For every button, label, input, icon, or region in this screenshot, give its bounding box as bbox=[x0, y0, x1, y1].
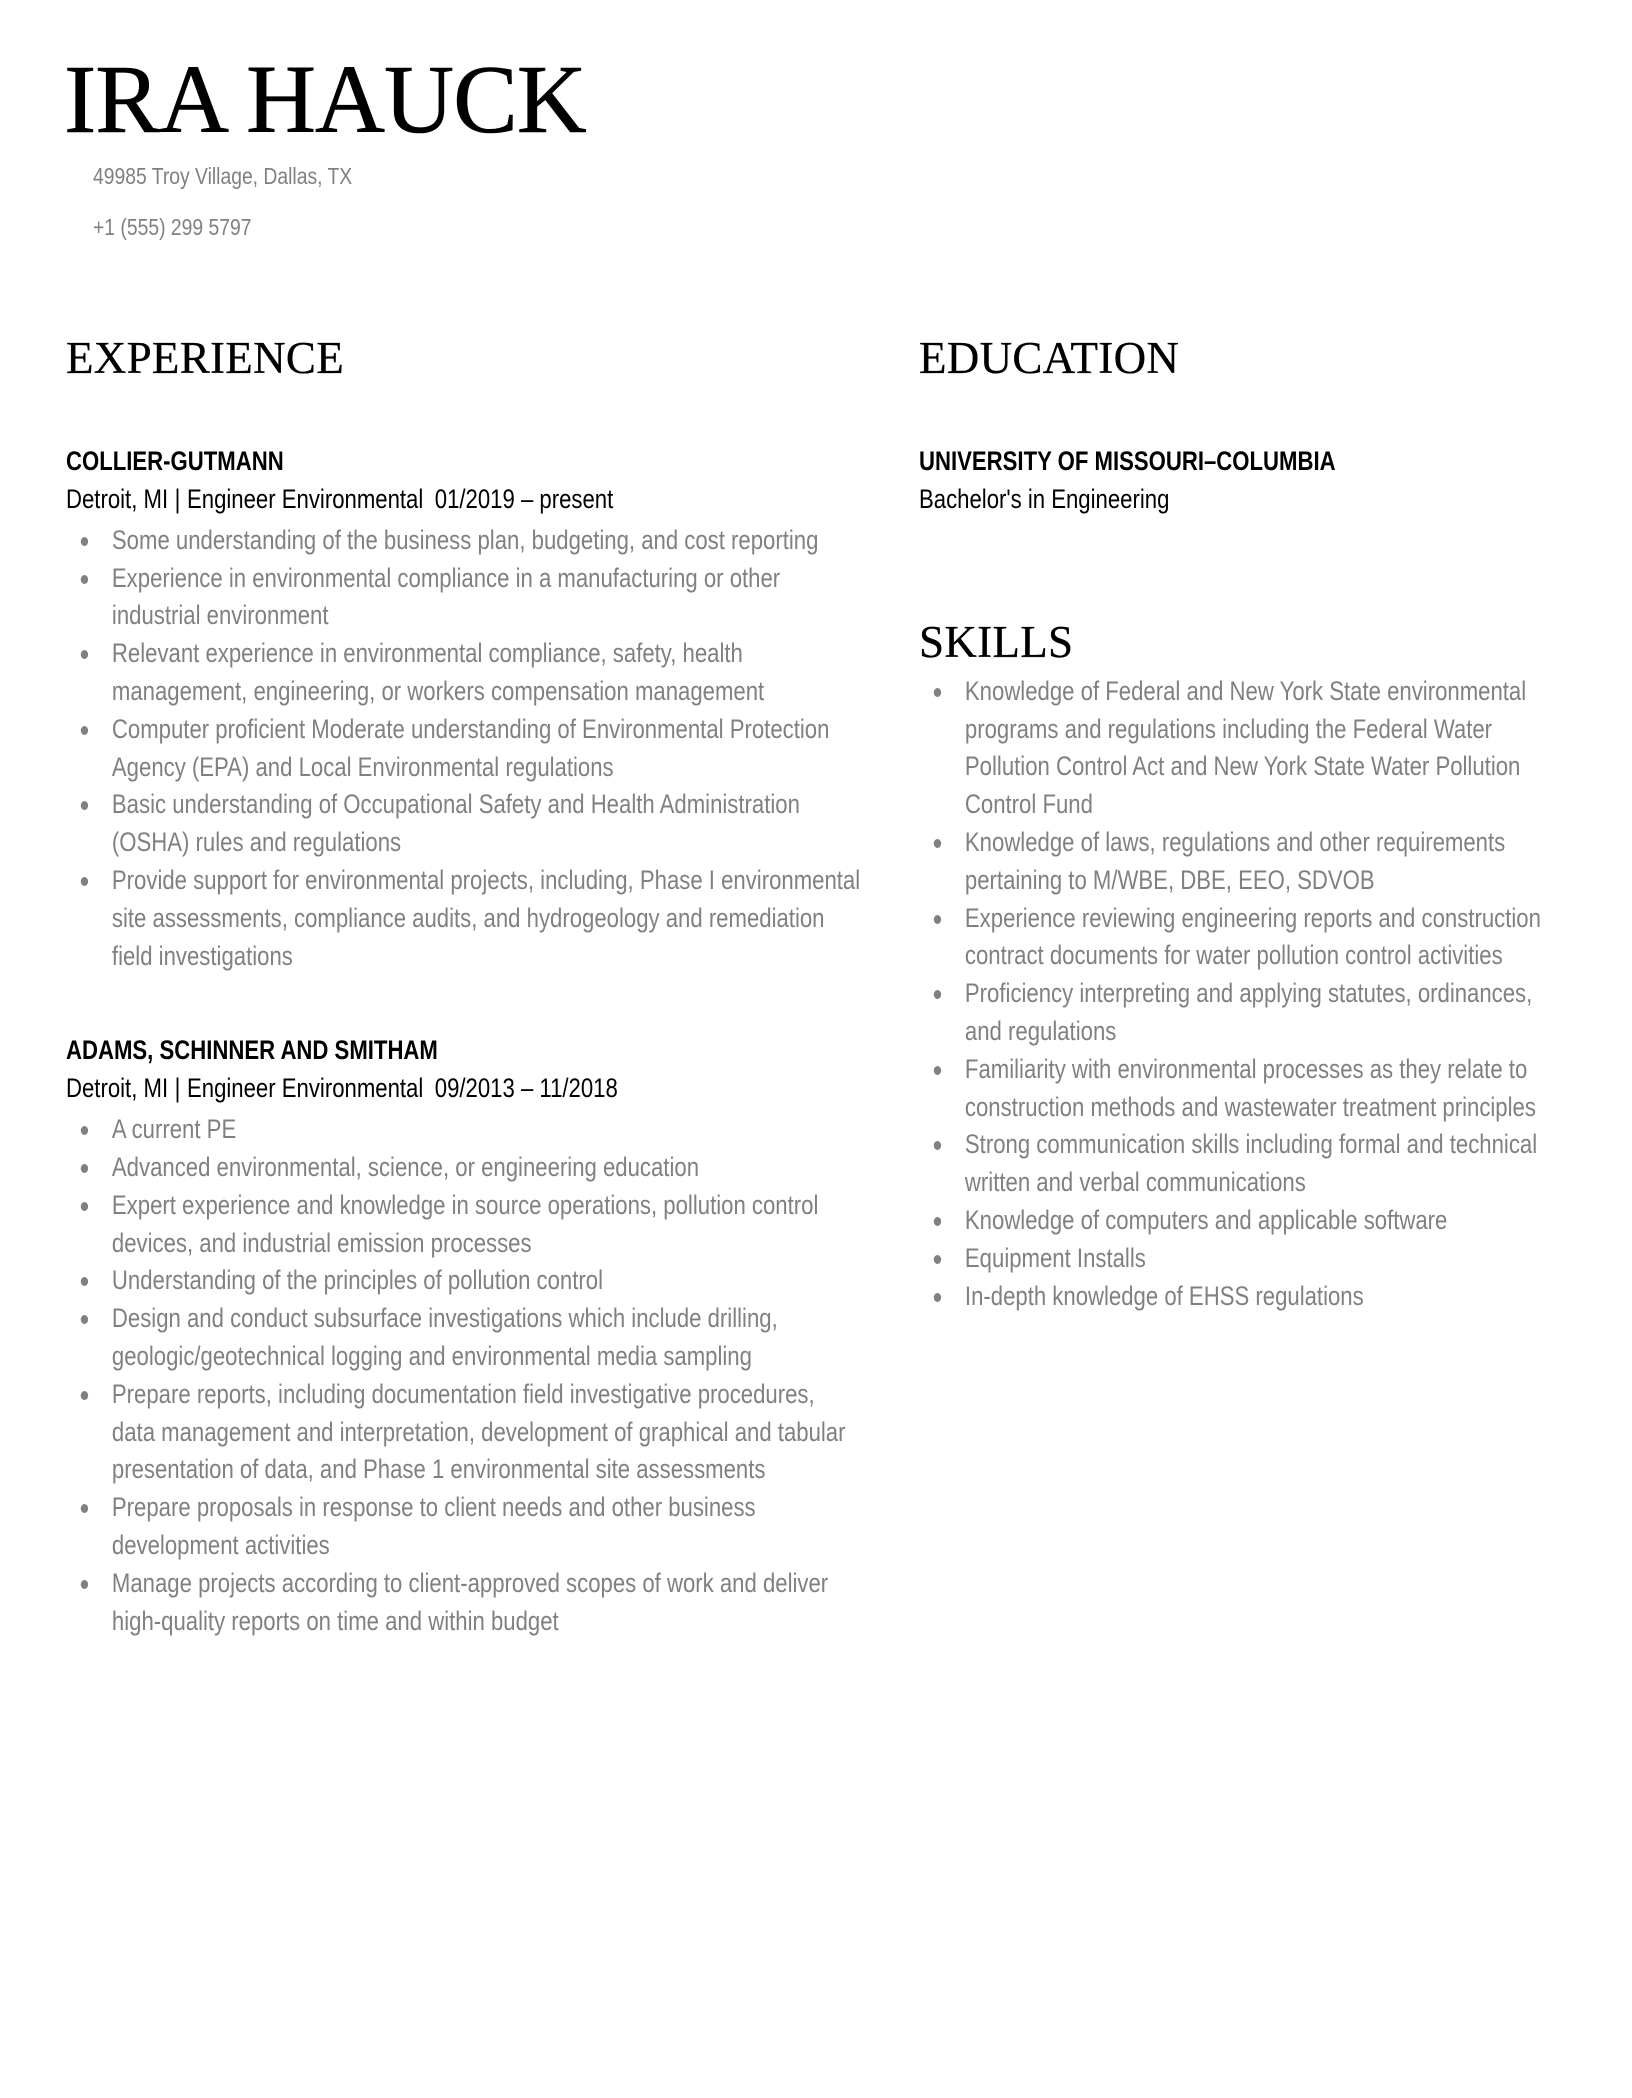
bullet-text: Provide support for environmental projects, including, Phase I environmental site assessments, compliance audits, and hydrogeology and remediation field investigations bbox=[111, 864, 861, 971]
job-separator: | bbox=[174, 484, 181, 514]
education-heading: EDUCATION bbox=[919, 333, 1180, 383]
job-dates: 01/2019 – present bbox=[434, 484, 614, 514]
bullet-icon bbox=[81, 877, 88, 886]
list-item bbox=[112, 635, 861, 711]
bullet-text: A current PE bbox=[111, 1114, 237, 1145]
right-column bbox=[919, 330, 1632, 1315]
bullet-icon bbox=[81, 1164, 88, 1173]
bullet-text: Computer proficient Moderate understanding of Environmental Protection Agency (EPA) and Local Environmental regulations bbox=[111, 713, 830, 782]
job-role: Engineer Environmental bbox=[186, 1073, 424, 1104]
list-item bbox=[965, 1278, 1563, 1316]
list-item bbox=[112, 1489, 861, 1565]
skills-list bbox=[919, 673, 1563, 1316]
bullet-text: Experience in environmental compliance in a manufacturing or other industrial environment bbox=[111, 562, 781, 631]
school-name: UNIVERSITY OF MISSOURI–COLUMBIA bbox=[919, 446, 1336, 476]
list-item bbox=[112, 522, 861, 560]
bullet-icon bbox=[81, 537, 88, 546]
contact-address: 49985 Troy Village, Dallas, TX bbox=[93, 163, 353, 189]
skill-text: Knowledge of laws, regulations and other requirements pertaining to M/WBE, DBE, EEO, SDVOB bbox=[964, 826, 1506, 895]
skills-heading: SKILLS bbox=[919, 616, 1074, 667]
candidate-name: IRA HAUCK bbox=[64, 46, 586, 153]
skill-text: Strong communication skills including formal and technical written and verbal communications bbox=[964, 1129, 1538, 1198]
skill-text: In-depth knowledge of EHSS regulations bbox=[964, 1280, 1364, 1311]
list-item bbox=[112, 1376, 861, 1489]
job-role: Engineer Environmental bbox=[186, 484, 424, 514]
bullet-icon bbox=[81, 726, 88, 735]
bullet-text: Prepare proposals in response to client needs and other business development activities bbox=[111, 1492, 756, 1560]
bullet-icon bbox=[934, 915, 941, 924]
bullet-icon bbox=[81, 650, 88, 659]
list-item bbox=[112, 711, 861, 787]
bullet-icon bbox=[81, 1504, 88, 1513]
bullet-icon bbox=[81, 575, 88, 584]
list-item bbox=[965, 1240, 1563, 1278]
bullet-icon bbox=[81, 1391, 88, 1400]
bullet-text: Expert experience and knowledge in source operations, pollution control devices, and industrial emission processes bbox=[111, 1189, 819, 1258]
bullet-text: Basic understanding of Occupational Safety and Health Administration (OSHA) rules and regulations bbox=[111, 789, 800, 858]
bullet-icon bbox=[81, 801, 88, 810]
experience-heading: EXPERIENCE bbox=[66, 333, 344, 383]
bullet-icon bbox=[81, 1580, 88, 1589]
bullet-icon bbox=[81, 1126, 88, 1135]
list-item bbox=[112, 1300, 861, 1376]
job-entry bbox=[66, 1031, 1036, 1640]
skill-text: Equipment Installs bbox=[964, 1242, 1146, 1273]
skill-text: Experience reviewing engineering reports and construction contract documents for water pollution control activities bbox=[964, 902, 1541, 971]
skill-text: Knowledge of Federal and New York State environmental programs and regulations including the Federal Water Pollution Control Act and New York State Water Pollution Control Fund bbox=[964, 675, 1527, 820]
experience-section bbox=[66, 330, 1036, 1640]
list-item bbox=[112, 1149, 861, 1187]
bullet-icon bbox=[934, 1217, 941, 1226]
bullet-icon bbox=[934, 688, 941, 697]
skill-text: Knowledge of computers and applicable software bbox=[964, 1204, 1448, 1235]
job-company: ADAMS, SCHINNER AND SMITHAM bbox=[66, 1035, 438, 1066]
list-item bbox=[112, 1111, 861, 1149]
job-location: Detroit, MI bbox=[66, 1073, 169, 1104]
job-meta bbox=[66, 1070, 861, 1108]
list-item bbox=[112, 862, 861, 975]
list-item bbox=[965, 1202, 1563, 1240]
bullet-text: Some understanding of the business plan, budgeting, and cost reporting bbox=[111, 524, 819, 555]
list-item bbox=[112, 1187, 861, 1263]
list-item bbox=[112, 1565, 861, 1641]
job-location: Detroit, MI bbox=[66, 484, 169, 514]
skill-text: Proficiency interpreting and applying statutes, ordinances, and regulations bbox=[964, 978, 1533, 1046]
job-bullets bbox=[66, 1111, 861, 1640]
job-dates: 09/2013 – 11/2018 bbox=[434, 1073, 618, 1104]
bullet-icon bbox=[81, 1202, 88, 1211]
degree: Bachelor's in Engineering bbox=[919, 484, 1170, 514]
bullet-text: Design and conduct subsurface investigations which include drilling, geologic/geotechnical logging and environmental media sampling bbox=[111, 1303, 778, 1371]
bullet-text: Understanding of the principles of pollution control bbox=[111, 1265, 603, 1296]
list-item bbox=[112, 560, 861, 636]
bullet-text: Manage projects according to client-approved scopes of work and deliver high-quality reports on time and within budget bbox=[111, 1567, 829, 1636]
bullet-icon bbox=[934, 1293, 941, 1302]
list-item bbox=[112, 1262, 861, 1300]
list-item bbox=[112, 786, 861, 862]
bullet-icon bbox=[934, 1141, 941, 1150]
bullet-icon bbox=[934, 1066, 941, 1075]
contact-phone: +1 (555) 299 5797 bbox=[93, 214, 252, 240]
skill-text: Familiarity with environmental processes as they relate to construction methods and wastewater treatment principles bbox=[964, 1053, 1536, 1122]
bullet-text: Relevant experience in environmental compliance, safety, health management, engineering, or workers compensation management bbox=[111, 638, 765, 706]
bullet-icon bbox=[81, 1277, 88, 1286]
bullet-icon bbox=[81, 1315, 88, 1324]
list-item bbox=[965, 1051, 1563, 1127]
list-item bbox=[965, 975, 1563, 1051]
job-company: COLLIER-GUTMANN bbox=[66, 446, 284, 476]
list-item bbox=[965, 1126, 1563, 1202]
job-bullets bbox=[66, 522, 861, 976]
bullet-icon bbox=[934, 990, 941, 999]
bullet-icon bbox=[934, 839, 941, 848]
skills-section bbox=[919, 614, 1632, 1316]
job-separator: | bbox=[174, 1073, 181, 1104]
list-item bbox=[965, 900, 1563, 976]
job-entry bbox=[66, 442, 1036, 975]
bullet-text: Prepare reports, including documentation field investigative procedures, data management and interpretation, development of graphical and tabular presentation of data, and Phase 1 environmental site assessments bbox=[111, 1378, 846, 1485]
bullet-icon bbox=[934, 1255, 941, 1264]
list-item bbox=[965, 824, 1563, 900]
bullet-text: Advanced environmental, science, or engineering education bbox=[111, 1151, 700, 1182]
job-meta bbox=[66, 481, 861, 519]
list-item bbox=[965, 673, 1563, 824]
education-entry bbox=[919, 442, 1632, 519]
education-section bbox=[919, 330, 1632, 519]
